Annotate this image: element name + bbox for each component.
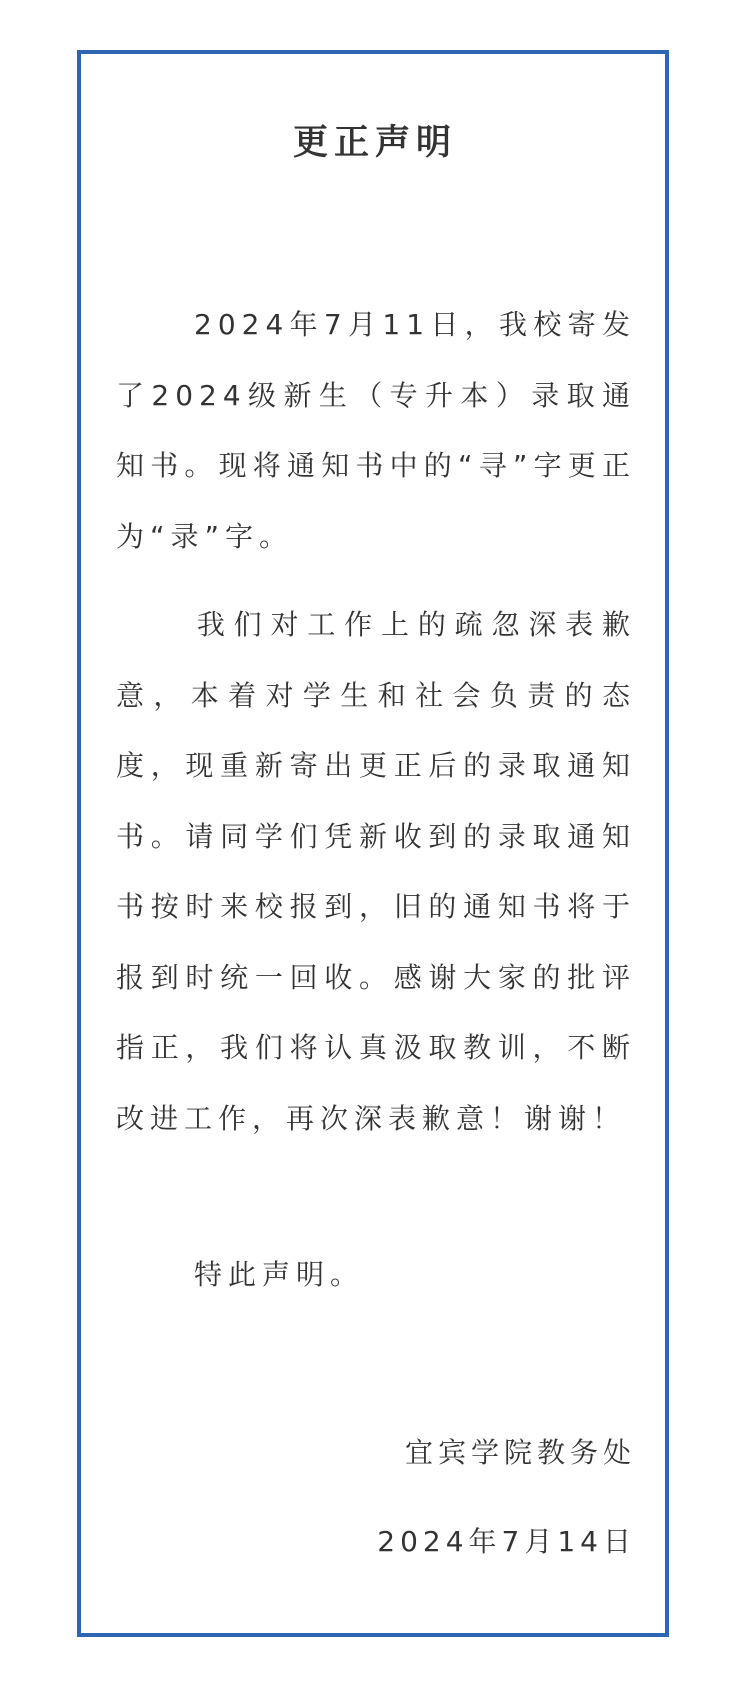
document-title: 更正声明 (292, 123, 457, 163)
paragraph-1 (116, 290, 636, 572)
paragraph-2-text: 我们对工作上的疏忽深表歉意，本着对学生和社会负责的态度，现重新寄出更正后的录取通知书。请同学们凭新收到的录取通知书按时来校报到，旧的通知书将于报到时统一回收。感谢大家的批评指正，我们将认真汲取教训，不断改进工作，再次深表歉意！谢谢！ (116, 608, 636, 1135)
paragraph-2 (116, 590, 636, 1154)
signature-organization: 宜宾学院教务处 (404, 1436, 636, 1469)
signature-date: 2024年7月14日 (377, 1525, 636, 1558)
paragraph-1-text: 2024年7月11日，我校寄发了2024级新生（专升本）录取通知书。现将通知书中的“寻”字更正为“录”字。 (116, 308, 636, 553)
paragraph-3-text: 特此声明。 (194, 1258, 365, 1291)
paragraph-3 (116, 1240, 636, 1311)
